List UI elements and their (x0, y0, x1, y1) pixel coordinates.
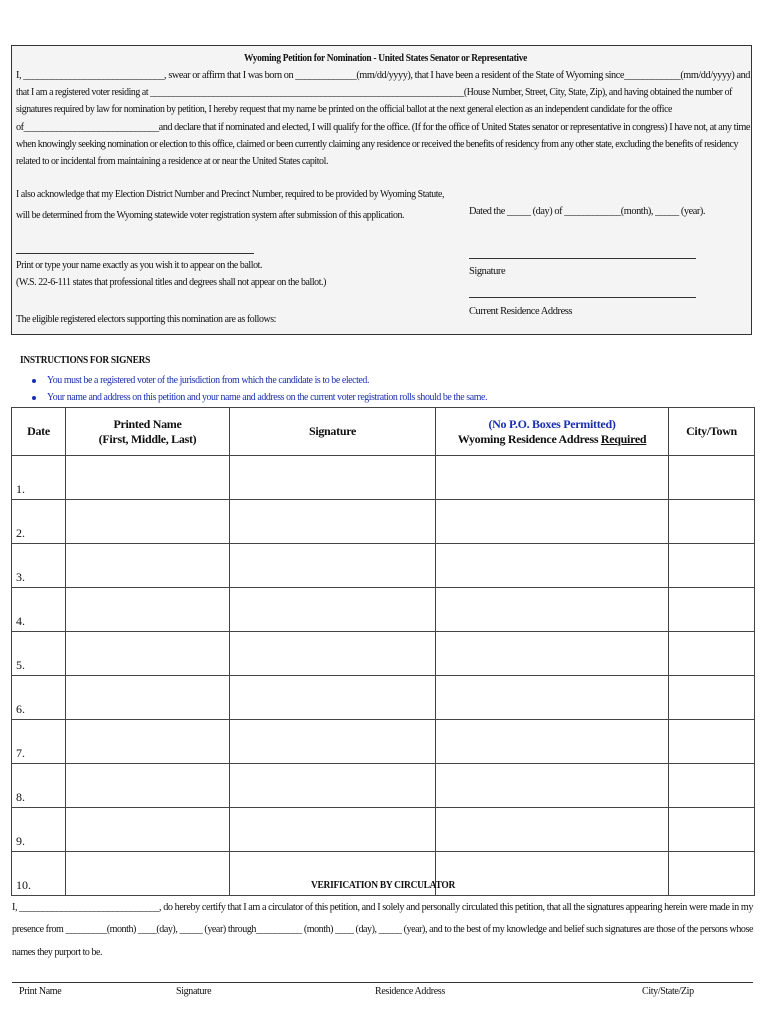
city-town-cell[interactable] (669, 588, 755, 632)
residence-address-cell[interactable] (436, 852, 669, 896)
verification-line-3: names they purport to be. (12, 947, 102, 958)
table-row (12, 544, 755, 588)
row-number-date-cell[interactable]: 2. (12, 500, 66, 544)
city-town-cell[interactable] (669, 544, 755, 588)
table-row (12, 764, 755, 808)
city-town-cell[interactable] (669, 500, 755, 544)
titles-statute-note: (W.S. 22-6-111 states that professional titles and degrees shall not appear on the ballot.) (16, 277, 326, 288)
residence-address-cell[interactable] (436, 588, 669, 632)
footer-residence-address: Residence Address (375, 986, 445, 997)
signature-cell[interactable] (230, 720, 436, 764)
petition-title: Wyoming Petition for Nomination - United States Senator or Representative (244, 52, 527, 64)
print-name-instruction: Print or type your name exactly as you wish it to appear on the ballot. (16, 260, 262, 271)
header-city-town: City/Town (669, 408, 755, 456)
petition-line-5: when knowingly seeking nomination or election to this office, claimed or been currently claiming any residence or received the benefits of residency from any other state, excluding the benefits of residency (16, 139, 738, 150)
table-row (12, 808, 755, 852)
residence-address-cell[interactable] (436, 632, 669, 676)
printed-name-cell[interactable] (66, 764, 230, 808)
table-row (12, 720, 755, 764)
residence-address-cell[interactable] (436, 808, 669, 852)
instructions-heading: INSTRUCTIONS FOR SIGNERS (20, 354, 150, 366)
header-printed-name (66, 408, 230, 456)
city-town-cell[interactable] (669, 852, 755, 896)
candidate-name-line[interactable] (16, 253, 254, 254)
acknowledge-line-2: will be determined from the Wyoming statewide voter registration system after submission of this application. (16, 210, 404, 221)
verification-line-1: I, ______________________________, do hereby certify that I am a circulator of this petition, and I solely and personally circulated this petition, that all the signatures appearing herein were made in my (12, 902, 753, 913)
electors-statement: The eligible registered electors supporting this nomination are as follows: (16, 314, 276, 325)
city-town-cell[interactable] (669, 676, 755, 720)
city-town-cell[interactable] (669, 632, 755, 676)
bullet-icon (32, 396, 36, 400)
printed-name-cell[interactable] (66, 720, 230, 764)
footer-signature: Signature (176, 986, 212, 997)
header-date: Date (12, 408, 66, 456)
signature-cell[interactable] (230, 808, 436, 852)
header-residence-address (436, 408, 669, 456)
table-header-row (12, 408, 755, 456)
residence-address-cell[interactable] (436, 500, 669, 544)
row-number-date-cell[interactable]: 9. (12, 808, 66, 852)
city-town-cell[interactable] (669, 764, 755, 808)
signature-cell[interactable] (230, 544, 436, 588)
header-no-po-boxes: (No P.O. Boxes Permitted) (488, 416, 616, 431)
footer-city-state-zip: City/State/Zip (642, 986, 694, 997)
row-number-date-cell[interactable]: 1. (12, 456, 66, 500)
city-town-cell[interactable] (669, 720, 755, 764)
dated-field[interactable]: Dated the _____ (day) of ____________(month), _____ (year). (469, 206, 705, 217)
candidate-signature-line[interactable] (469, 258, 696, 259)
signature-cell[interactable] (230, 676, 436, 720)
signature-cell[interactable] (230, 588, 436, 632)
row-number-date-cell[interactable]: 6. (12, 676, 66, 720)
printed-name-cell[interactable] (66, 456, 230, 500)
row-number-date-cell[interactable]: 7. (12, 720, 66, 764)
petition-line-4: of_____________________________and declare that if nominated and elected, I will qualify for the office. (If for the office of United States senator or representative in congress) I have not, at any time (16, 122, 750, 133)
printed-name-cell[interactable] (66, 500, 230, 544)
signature-cell[interactable] (230, 632, 436, 676)
residence-address-line[interactable] (469, 297, 696, 298)
table-row (12, 676, 755, 720)
residence-address-cell[interactable] (436, 676, 669, 720)
row-number-date-cell[interactable]: 3. (12, 544, 66, 588)
signature-cell[interactable] (230, 764, 436, 808)
table-row (12, 632, 755, 676)
city-town-cell[interactable] (669, 808, 755, 852)
petition-line-2: that I am a registered voter residing at ______________________________________________________________________(House Number, Street, City, State, Zip), and having obtained the number of (16, 87, 732, 98)
printed-name-cell[interactable] (66, 588, 230, 632)
header-printed-name-line2: (First, Middle, Last) (98, 431, 197, 446)
printed-name-cell[interactable] (66, 544, 230, 588)
residence-address-cell[interactable] (436, 720, 669, 764)
petition-line-1: I, ______________________________, swear or affirm that I was born on _____________(mm/dd/yyyy), that I have been a resident of the State of Wyoming since____________(mm/dd/yyyy) and (16, 70, 750, 81)
row-number-date-cell[interactable]: 5. (12, 632, 66, 676)
table-row (12, 456, 755, 500)
instruction-item-1: You must be a registered voter of the jurisdiction from which the candidate is to be elected. (47, 375, 369, 386)
residence-address-cell[interactable] (436, 456, 669, 500)
residence-address-cell[interactable] (436, 764, 669, 808)
header-signature: Signature (230, 408, 436, 456)
table-row (12, 500, 755, 544)
row-number-date-cell[interactable]: 4. (12, 588, 66, 632)
verification-line-2: presence from _________(month) ____(day), _____ (year) through__________ (month) ____ (day), _____ (year), and to the best of my knowledge and belief such signatures are those of the persons whose (12, 924, 753, 935)
signature-label: Signature (469, 266, 506, 277)
signature-table (11, 407, 755, 896)
header-address-required: Wyoming Residence Address Required (457, 431, 647, 446)
instruction-item-2: Your name and address on this petition and your name and address on the current voter registration rolls should be the same. (47, 392, 487, 403)
printed-name-cell[interactable] (66, 676, 230, 720)
verification-heading: VERIFICATION BY CIRCULATOR (311, 879, 455, 891)
printed-name-cell[interactable] (66, 808, 230, 852)
printed-name-cell[interactable] (66, 632, 230, 676)
residence-address-cell[interactable] (436, 544, 669, 588)
signature-cell[interactable] (230, 500, 436, 544)
bullet-icon (32, 379, 36, 383)
signature-cell[interactable] (230, 456, 436, 500)
acknowledge-line-1: I also acknowledge that my Election District Number and Precinct Number, required to be provided by Wyoming Statute, (16, 189, 444, 200)
header-printed-name-line1: Printed Name (113, 416, 182, 431)
petition-line-3: signatures required by law for nomination by petition, I hereby request that my name be printed on the official ballot at the next general election as an independent candidate for the office (16, 104, 672, 115)
footer-print-name: Print Name (19, 986, 62, 997)
residence-address-label: Current Residence Address (469, 306, 573, 317)
circulator-signature-line[interactable] (12, 982, 753, 983)
city-town-cell[interactable] (669, 456, 755, 500)
petition-line-6: related to or incidental from maintaining a residence at or near the United States capitol. (16, 156, 328, 167)
printed-name-cell[interactable] (66, 852, 230, 896)
row-number-date-cell[interactable]: 10. (12, 852, 66, 896)
row-number-date-cell[interactable]: 8. (12, 764, 66, 808)
table-row (12, 588, 755, 632)
